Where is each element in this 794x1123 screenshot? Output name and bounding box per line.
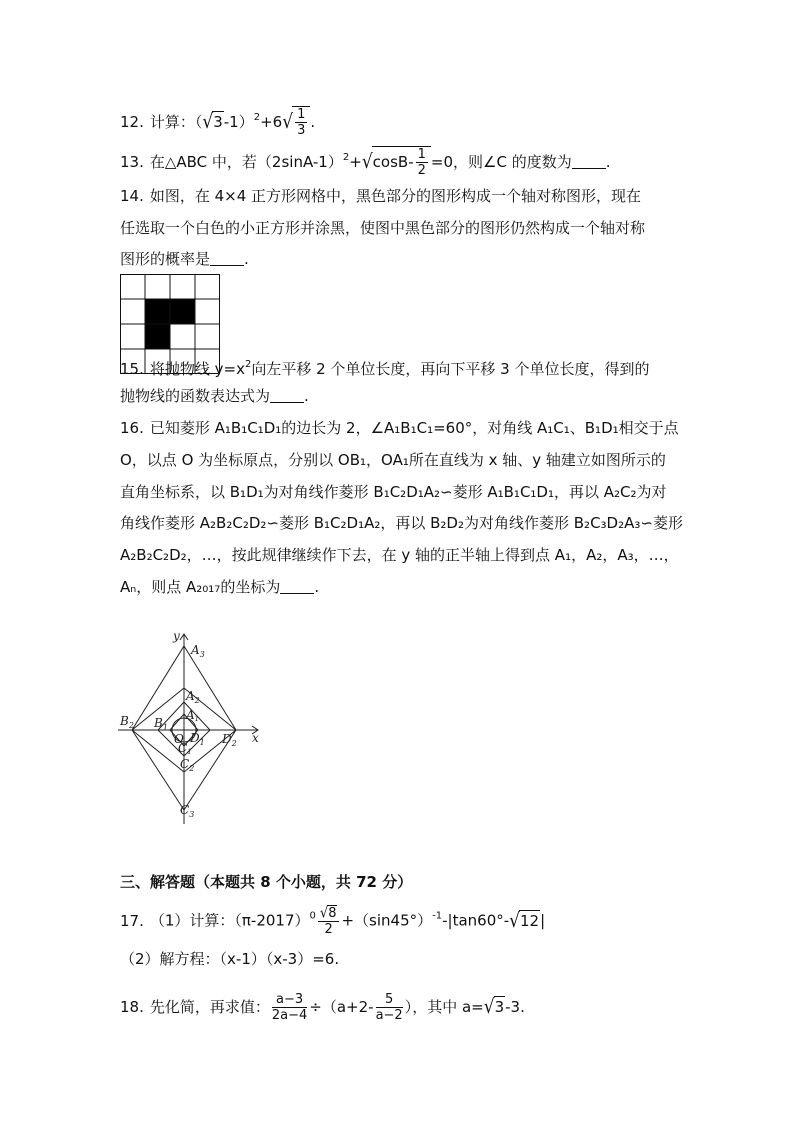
label-c3: $C_3$ (180, 803, 195, 819)
question-16-line-2: O，以点 O 为坐标原点，分别以 OB₁，OA₁所在直线为 x 轴、y 轴建立如图所示的 (120, 451, 666, 469)
fraction: $\frac{a-3}{2a-4}$ (271, 992, 308, 1023)
y-axis-label: y (173, 629, 180, 643)
black-cell-bottom (145, 324, 170, 349)
x-axis-label: x (252, 731, 259, 745)
question-17-part-1: 17. （1）计算：$(\pi-2017)^0$ $\frac{√8}{2}$ $+(\sin 45^\circ)^{-1}-|\tan 60^\circ-√12|$ (120, 904, 546, 937)
question-15-line-1: 15. 将抛物线 $y=x^2$向左平移 2 个单位长度，再向下平移 3 个单位长度，得到的 (120, 359, 650, 378)
question-16-line-6: Aₙ，则点 A₂₀₁₇的坐标为 . (120, 578, 320, 596)
question-14-line-2: 任选取一个白色的小正方形并涂黑，使图中黑色部分的图形仍然构成一个轴对称 (120, 219, 646, 237)
fraction: $\frac{1}{2}$ (417, 147, 426, 178)
label-a3: $A_3$ (191, 643, 205, 659)
sqrt-sign: √ (509, 909, 521, 932)
question-14-line-1: 14. 如图，在 4×4 正方形网格中，黑色部分的图形构成一个轴对称图形，现在 (120, 187, 642, 205)
fraction: $\frac{5}{a-2}$ (375, 992, 403, 1023)
question-17-part-2: （2）解方程：（x-1）（x-3）=6. (120, 950, 340, 968)
question-18: 18. 先化简，再求值： $\frac{a-3}{2a-4}$ ÷（a+2- $\frac{5}{a-2}$ ），其中 a=√3-3. (120, 992, 525, 1023)
answer-blank (210, 251, 244, 266)
sqrt-sign: √ (202, 110, 214, 134)
question-16-line-5: A₂B₂C₂D₂，…，按此规律继续作下去，在 y 轴的正半轴上得到点 A₁，A₂，A₃，…， (120, 546, 679, 564)
question-15-line-2: 抛物线的函数表达式为 . (120, 387, 309, 405)
label-d1: $D_1$ (190, 731, 205, 747)
question-16-line-1: 16. 已知菱形 A₁B₁C₁D₁的边长为 2，∠A₁B₁C₁=60°，对角线 A₁C₁、B₁D₁相交于点 (120, 419, 679, 437)
label-d2: $D_2$ (222, 732, 237, 748)
sqrt-sign: √ (282, 110, 294, 134)
label-b2: $B_2$ (120, 714, 134, 730)
fraction: $\frac{1}{3}$ (297, 107, 306, 138)
question-16-line-4: 角线作菱形 A₂B₂C₂D₂∽菱形 B₁C₂D₁A₂，再以 B₂D₂为对角线作菱形 B₂C₃D₂A₃∽菱形 (120, 514, 683, 532)
label-c2: $C_2$ (180, 757, 195, 773)
sqrt-sign: √ (483, 995, 495, 1019)
label-b1: $B_1$ (154, 716, 168, 732)
fraction: $\frac{√8}{2}$ (318, 905, 340, 937)
label-c1: C1 (178, 741, 192, 756)
question-12: 12. 计算：$(√3-1)^2+6√$ $\frac{1}{3}$ . (120, 107, 316, 138)
question-16-line-3: 直角坐标系，以 B₁D₁为对角线作菱形 B₁C₂D₁A₂∽菱形 A₁B₁C₁D₁，再以 A₂C₂为对 (120, 483, 667, 501)
answer-blank (280, 579, 314, 594)
question-14-line-3: 图形的概率是 . (120, 250, 249, 268)
answer-blank (270, 388, 304, 403)
rhombus-coordinate-figure (118, 628, 268, 828)
answer-blank (572, 154, 606, 169)
label-o: O (174, 732, 184, 746)
section-3-heading: 三、解答题（本题共 8 个小题，共 72 分） (120, 873, 413, 891)
question-13: 13. 在△ABC 中，若$(2\sin A-1)^2+√\cos B-$ $\frac{1}{2}$ =0，则∠C 的度数为 . (120, 147, 611, 178)
label-a2: $A_2$ (186, 689, 200, 705)
sqrt-sign: √ (361, 150, 373, 174)
label-a1: A1 (186, 708, 200, 723)
